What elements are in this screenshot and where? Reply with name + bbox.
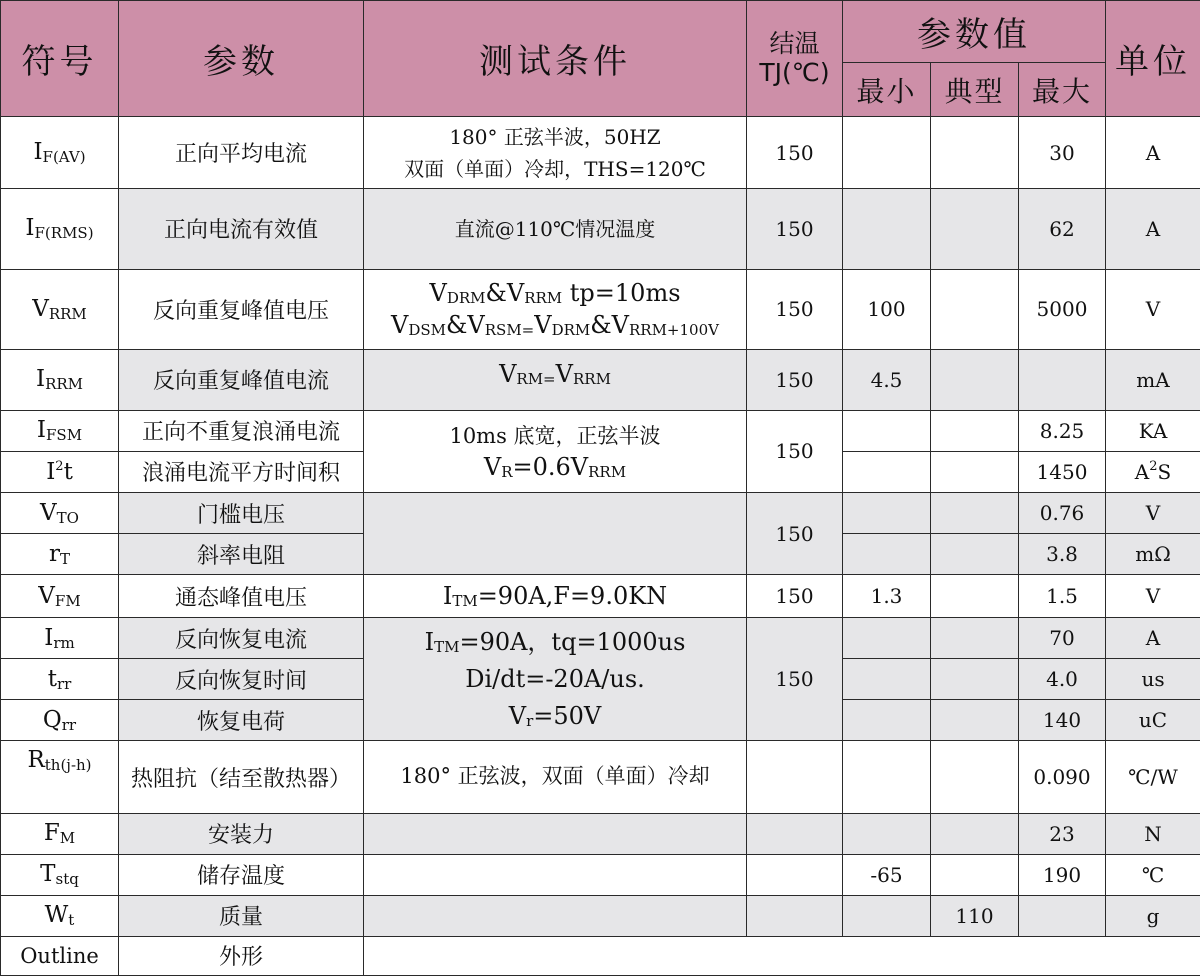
row-unit: A <box>1106 117 1200 189</box>
table-row <box>1 895 1200 936</box>
row-symbol: $T_{stq}$ <box>1 854 119 895</box>
row-max: 0.76 <box>1019 492 1106 533</box>
row-typ <box>931 349 1019 410</box>
row-unit: $A^2S$ <box>1106 451 1200 492</box>
row-min <box>843 700 931 741</box>
table-row <box>1 492 1200 533</box>
table-row <box>1 813 1200 854</box>
row-max: 5000 <box>1019 269 1106 349</box>
row-max <box>1019 895 1106 936</box>
row-condition: 直流@110℃情况温度 <box>364 189 747 269</box>
row-parameter: 质量 <box>119 895 364 936</box>
row-condition: $I_{TM}=90A$，tq=1000us Di/dt=-20A/us. $V_r=50V$ <box>364 618 747 741</box>
row-unit: us <box>1106 659 1200 700</box>
table-row <box>1 936 1200 975</box>
row-symbol: $V_{RRM}$ <box>1 269 119 349</box>
row-typ <box>931 813 1019 854</box>
row-condition: $V_{RM=}V_{RRM}$ <box>364 349 747 410</box>
row-symbol: $I_{RRM}$ <box>1 349 119 410</box>
row-symbol: $t_{rr}$ <box>1 659 119 700</box>
row-min <box>843 618 931 659</box>
row-typ <box>931 741 1019 813</box>
table-row <box>1 854 1200 895</box>
row-min: -65 <box>843 854 931 895</box>
row-parameter: 外形 <box>119 936 364 975</box>
row-max: 140 <box>1019 700 1106 741</box>
row-min <box>843 813 931 854</box>
row-parameter: 反向重复峰值电压 <box>119 269 364 349</box>
row-max: 1450 <box>1019 451 1106 492</box>
header-min: 最小 <box>843 63 931 117</box>
row-max: 62 <box>1019 189 1106 269</box>
row-typ <box>931 492 1019 533</box>
row-max <box>1019 349 1106 410</box>
row-condition: $V_{DRM}\&V_{RRM}$ tp=10ms $V_{DSM}\&V_{RSM=}V_{DRM}\&V_{RRM+100V}$ <box>364 269 747 349</box>
row-tj <box>747 813 843 854</box>
header-condition: 测试条件 <box>364 1 747 117</box>
row-parameter: 通态峰值电压 <box>119 575 364 618</box>
row-typ <box>931 534 1019 575</box>
row-min <box>843 117 931 189</box>
row-tj: 150 <box>747 189 843 269</box>
row-max: 190 <box>1019 854 1106 895</box>
row-symbol: $I^2t$ <box>1 451 119 492</box>
row-parameter: 储存温度 <box>119 854 364 895</box>
row-unit: ℃ <box>1106 854 1200 895</box>
row-symbol: $I_{FSM}$ <box>1 410 119 451</box>
row-parameter: 反向恢复电流 <box>119 618 364 659</box>
row-parameter: 恢复电荷 <box>119 700 364 741</box>
row-symbol: $V_{TO}$ <box>1 492 119 533</box>
row-min: 100 <box>843 269 931 349</box>
row-max: 30 <box>1019 117 1106 189</box>
row-typ <box>931 410 1019 451</box>
row-min <box>843 492 931 533</box>
row-max: 23 <box>1019 813 1106 854</box>
row-symbol: $I_{F(AV)}$ <box>1 117 119 189</box>
header-unit: 单位 <box>1106 1 1200 117</box>
row-tj <box>747 895 843 936</box>
row-max: 4.0 <box>1019 659 1106 700</box>
row-tj <box>747 854 843 895</box>
row-typ <box>931 117 1019 189</box>
header-parameter: 参数 <box>119 1 364 117</box>
row-unit: A <box>1106 618 1200 659</box>
row-unit: g <box>1106 895 1200 936</box>
row-typ <box>931 451 1019 492</box>
row-typ <box>931 189 1019 269</box>
row-symbol: $W_t$ <box>1 895 119 936</box>
row-symbol: $I_{F(RMS)}$ <box>1 189 119 269</box>
row-condition: $I_{TM}=90A,F=9.0KN$ <box>364 575 747 618</box>
row-symbol: $F_M$ <box>1 813 119 854</box>
row-parameter: 正向电流有效值 <box>119 189 364 269</box>
row-unit: A <box>1106 189 1200 269</box>
row-tj: 150 <box>747 117 843 189</box>
table-row <box>1 618 1200 659</box>
row-unit: mA <box>1106 349 1200 410</box>
row-max: 8.25 <box>1019 410 1106 451</box>
row-max: 3.8 <box>1019 534 1106 575</box>
header-values: 参数值 <box>843 1 1106 63</box>
row-min <box>843 410 931 451</box>
row-tj: 150 <box>747 575 843 618</box>
row-unit: mΩ <box>1106 534 1200 575</box>
table-row <box>1 349 1200 410</box>
row-tj: 150 <box>747 349 843 410</box>
row-typ <box>931 700 1019 741</box>
row-tj: 150 <box>747 618 843 741</box>
header-typ: 典型 <box>931 63 1019 117</box>
row-typ <box>931 659 1019 700</box>
row-min: 1.3 <box>843 575 931 618</box>
row-condition <box>364 813 747 854</box>
row-typ: 110 <box>931 895 1019 936</box>
table-row <box>1 189 1200 269</box>
table-row <box>1 575 1200 618</box>
row-condition: 10ms 底宽，正弦半波 $V_R=0.6V_{RRM}$ <box>364 410 747 492</box>
row-tj <box>747 741 843 813</box>
row-tj: 150 <box>747 410 843 492</box>
row-symbol: $r_T$ <box>1 534 119 575</box>
table-row <box>1 117 1200 189</box>
row-min <box>843 189 931 269</box>
row-max: 70 <box>1019 618 1106 659</box>
row-condition <box>364 895 747 936</box>
row-parameter: 正向平均电流 <box>119 117 364 189</box>
row-typ <box>931 854 1019 895</box>
row-parameter: 反向重复峰值电流 <box>119 349 364 410</box>
row-symbol: $I_{rm}$ <box>1 618 119 659</box>
row-symbol: $R_{th(j-h)}$ <box>1 741 119 813</box>
row-min <box>843 534 931 575</box>
header-junction-temp: 结温 TJ(℃) <box>747 1 843 117</box>
row-parameter: 反向恢复时间 <box>119 659 364 700</box>
row-parameter: 热阻抗（结至散热器） <box>119 741 364 813</box>
row-condition <box>364 492 747 574</box>
row-parameter: 门槛电压 <box>119 492 364 533</box>
row-symbol: $Q_{rr}$ <box>1 700 119 741</box>
row-unit: KA <box>1106 410 1200 451</box>
row-min <box>843 451 931 492</box>
row-tj: 150 <box>747 492 843 574</box>
outline-cell <box>364 936 1200 975</box>
row-symbol: $V_{FM}$ <box>1 575 119 618</box>
row-unit: V <box>1106 575 1200 618</box>
row-parameter: 斜率电阻 <box>119 534 364 575</box>
row-min: 4.5 <box>843 349 931 410</box>
table-row <box>1 269 1200 349</box>
row-condition: 180° 正弦半波，50HZ 双面（单面）冷却，THS=120℃ <box>364 117 747 189</box>
table-row <box>1 410 1200 451</box>
row-min <box>843 659 931 700</box>
row-unit: N <box>1106 813 1200 854</box>
row-tj: 150 <box>747 269 843 349</box>
row-parameter: 浪涌电流平方时间积 <box>119 451 364 492</box>
row-max: 0.090 <box>1019 741 1106 813</box>
row-condition <box>364 854 747 895</box>
row-parameter: 正向不重复浪涌电流 <box>119 410 364 451</box>
row-typ <box>931 575 1019 618</box>
row-typ <box>931 618 1019 659</box>
row-parameter: 安装力 <box>119 813 364 854</box>
row-unit: uC <box>1106 700 1200 741</box>
row-max: 1.5 <box>1019 575 1106 618</box>
row-symbol: Outline <box>1 936 119 975</box>
row-unit: V <box>1106 269 1200 349</box>
row-typ <box>931 269 1019 349</box>
table-row <box>1 741 1200 813</box>
header-symbol: 符号 <box>1 1 119 117</box>
row-unit: ℃/W <box>1106 741 1200 813</box>
row-condition: 180° 正弦波，双面（单面）冷却 <box>364 741 747 813</box>
row-min <box>843 741 931 813</box>
row-min <box>843 895 931 936</box>
header-max: 最大 <box>1019 63 1106 117</box>
row-unit: V <box>1106 492 1200 533</box>
